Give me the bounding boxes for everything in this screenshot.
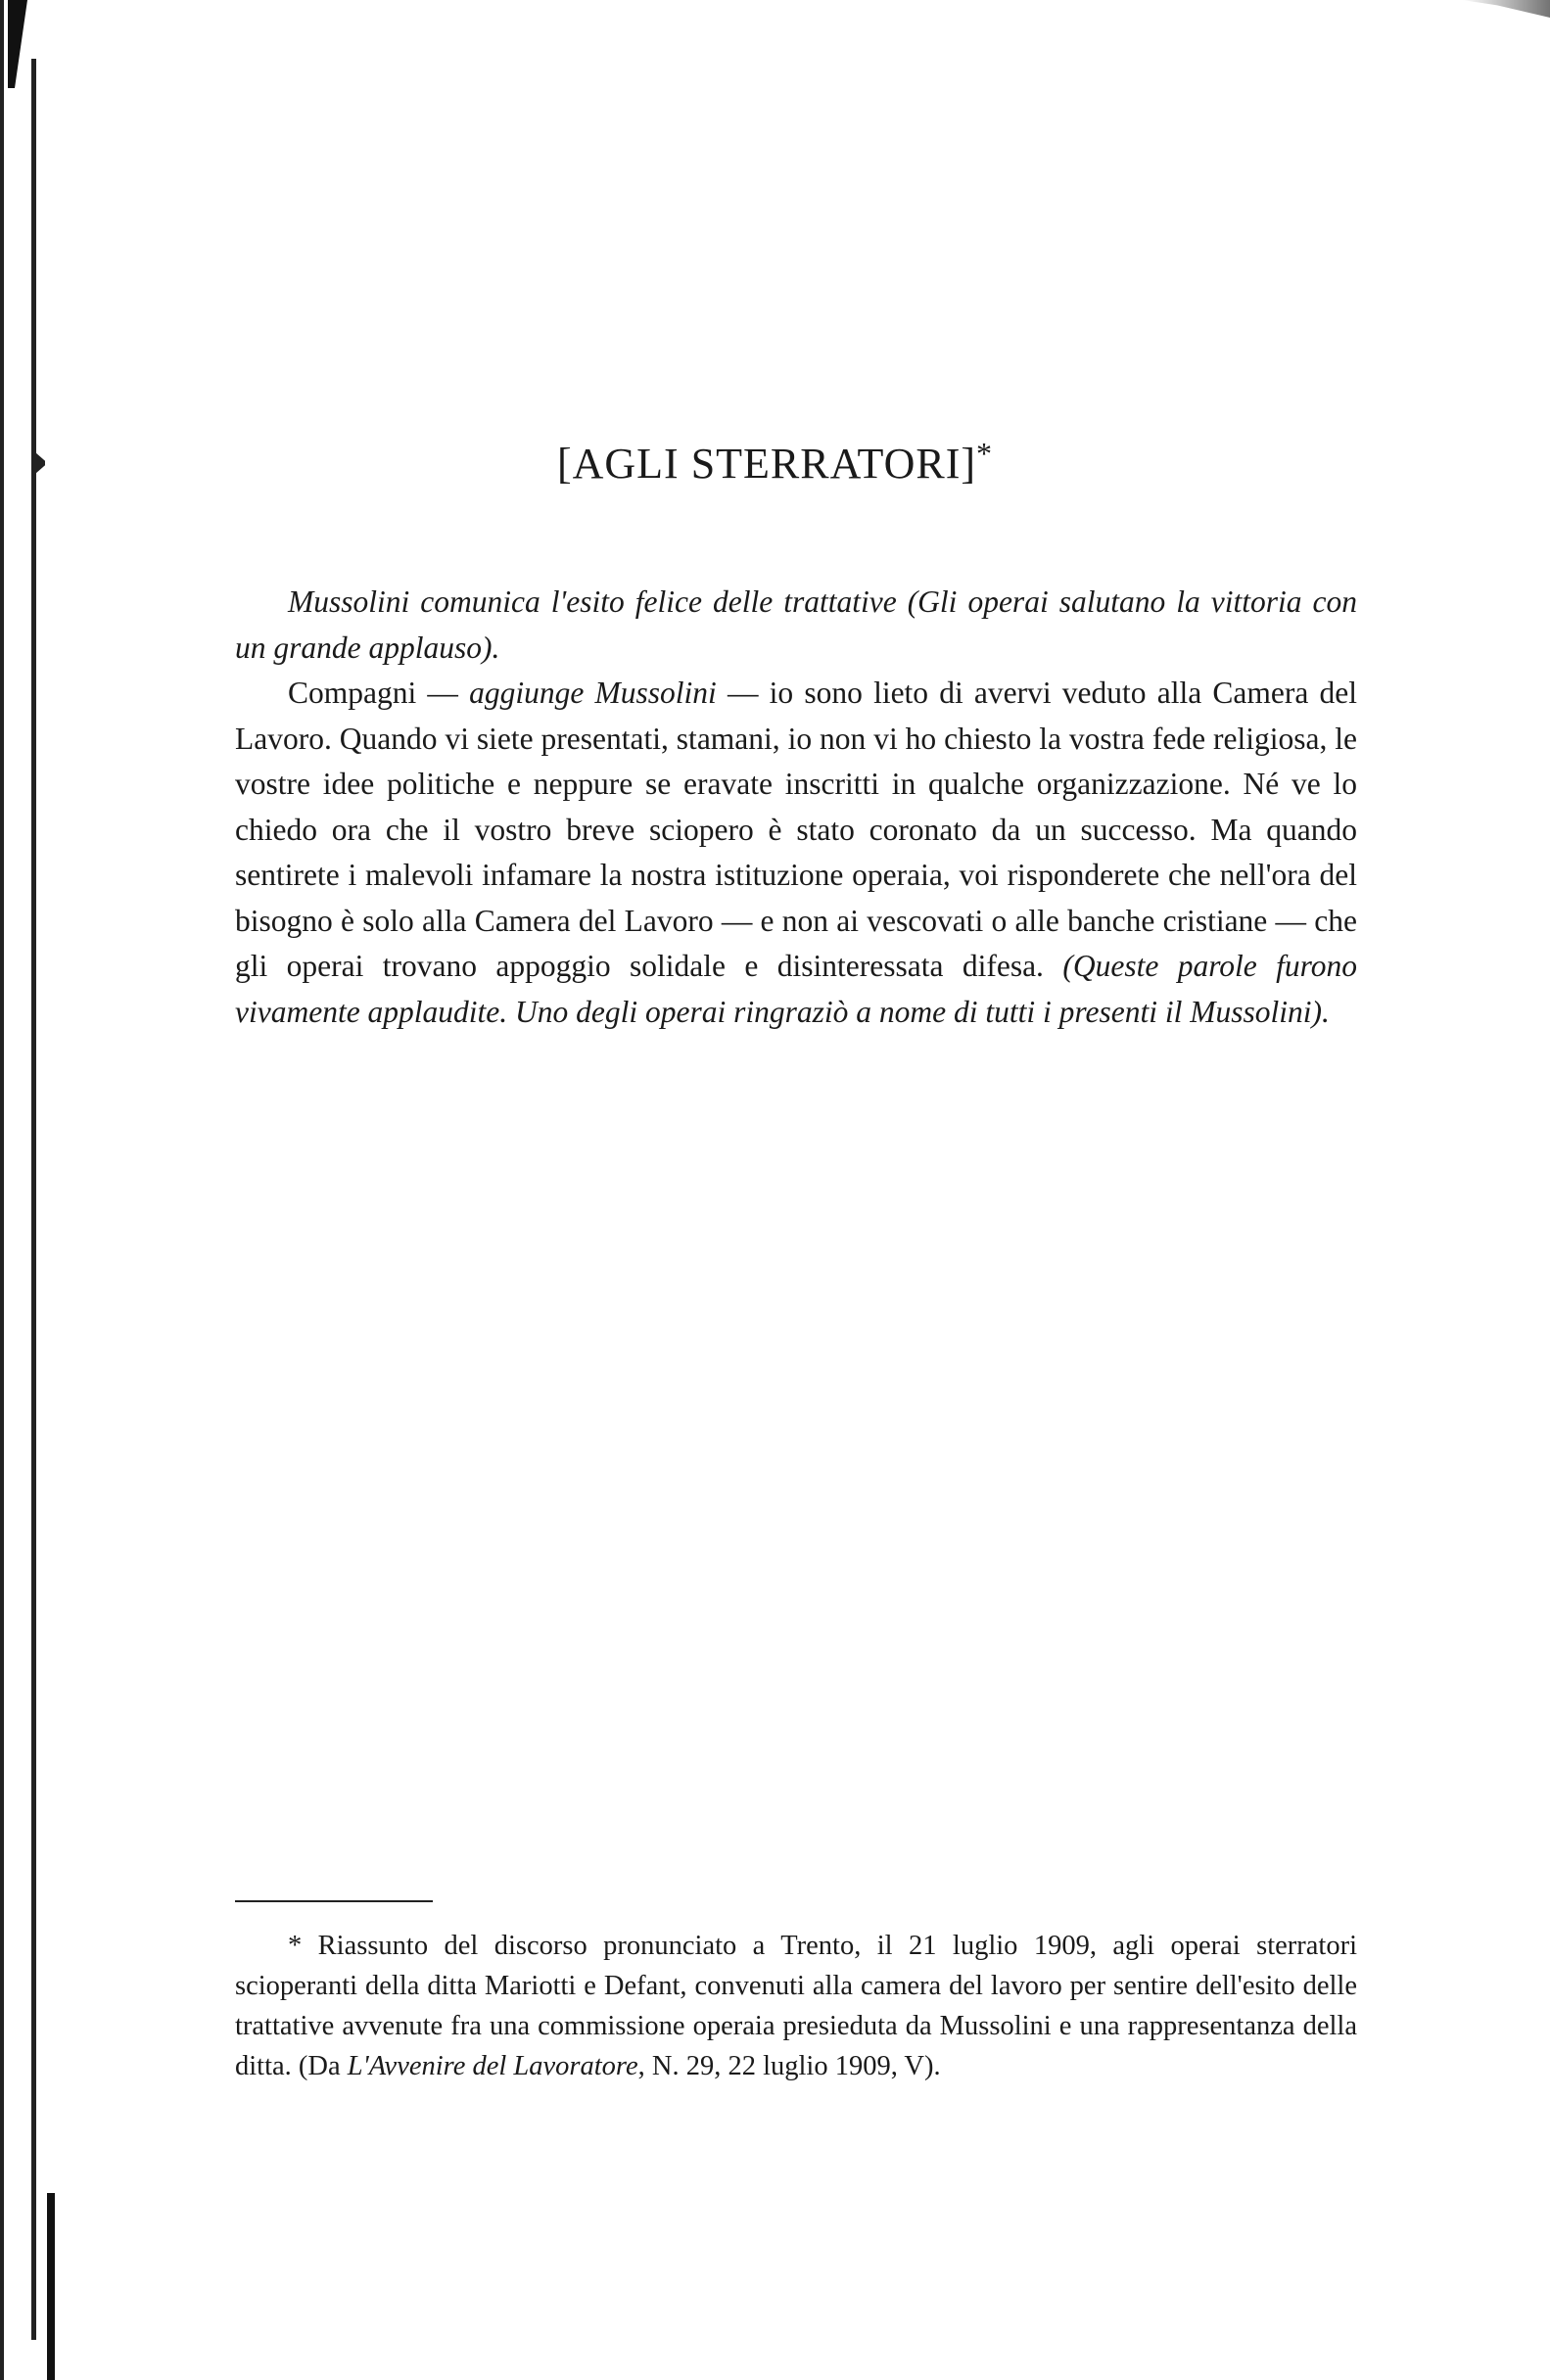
footnote-divider	[235, 1900, 433, 1902]
body-text	[235, 580, 1357, 1035]
footnote-source-title: L'Avvenire del Lavoratore	[347, 2051, 638, 2081]
footnote	[235, 1926, 1357, 2086]
binding-line	[31, 59, 36, 2340]
binding-edge	[0, 0, 4, 2380]
speech-text-2: — io sono lieto di avervi veduto alla Camera del Lavoro. Quando vi siete presentati, stamani, io non vi ho chiesto la vostra fede religiosa, le vostre idee politiche e neppure se eravate inscritti in qualche organizzazione. Né ve lo chiedo ora che il vostro breve sciopero è stato coronato da un successo. Ma quando sentirete i malevoli infamare la nostra istituzione operaia, voi risponderete che nell'ora del bisogno è solo alla Camera del Lavoro — e non ai vescovati o alle banche cristiane — che gli operai trovano appoggio solidale e disinteressata difesa.	[235, 676, 1357, 983]
binding-shadow	[8, 0, 27, 88]
speech-italic-1: aggiunge Mussolini	[469, 676, 717, 710]
speech-text-1: Compagni —	[288, 676, 470, 710]
speech-italic-2: (Queste parole furono vivamente applaudite. Uno degli operai ringraziò a nome di tutti i presenti il Mussolini).	[235, 949, 1358, 1029]
title-text: [AGLI STERRATORI]	[556, 440, 977, 488]
page-title	[0, 436, 1550, 489]
paragraph-intro	[235, 580, 1357, 671]
scan-smudge	[1462, 0, 1550, 18]
title-footnote-marker: *	[976, 436, 994, 471]
footnote-text-1: Riassunto del discorso pronunciato a Trento, il 21 luglio 1909, agli operai sterratori scioperanti della ditta Mariotti e Defant, convenuti alla camera del lavoro per sentire dell'esito delle trattative avvenute fra una commissione operaia presieduta da Mussolini e una rappresentanza della ditta. (Da	[235, 1931, 1357, 2081]
footnote-marker: *	[288, 1931, 303, 1961]
intro-italic: Mussolini comunica l'esito felice delle trattative (Gli operai salutano la vittoria con un grande applauso).	[235, 584, 1357, 665]
binding-line-bottom	[47, 2193, 55, 2380]
footnote-text-2: , N. 29, 22 luglio 1909, V).	[637, 2051, 941, 2081]
paragraph-speech	[235, 671, 1357, 1035]
